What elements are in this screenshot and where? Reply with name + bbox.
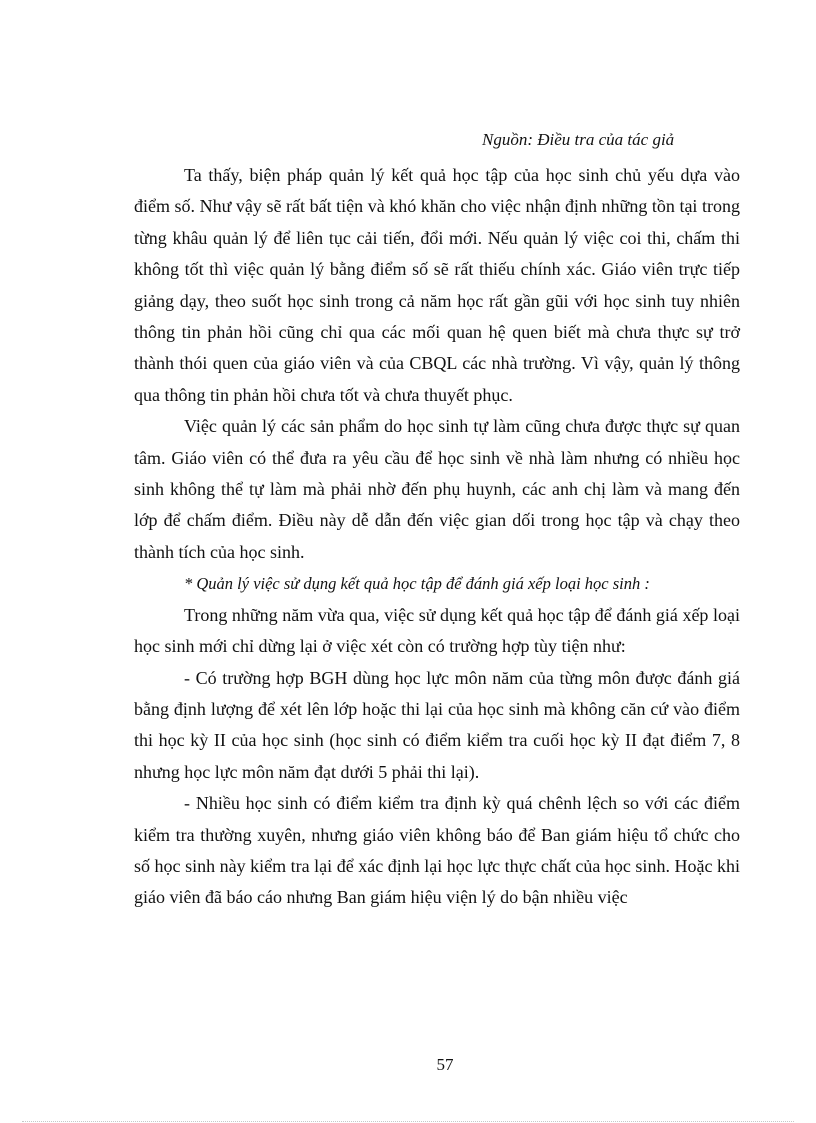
body-text	[134, 160, 740, 914]
paragraph: Trong những năm vừa qua, việc sử dụng kết quả học tập để đánh giá xếp loại học sinh mới chỉ dừng lại ở việc xét còn có trường hợp tùy tiện như:	[134, 604, 740, 657]
page-number: 57	[436, 1055, 454, 1074]
paragraph: Ta thấy, biện pháp quản lý kết quả học tập của học sinh chủ yếu dựa vào điểm số. Như vậy sẽ rất bất tiện và khó khăn cho việc nhận định những tồn tại trong từng khâu quản lý để liên tục cải tiến, đổi mới. Nếu quản lý việc coi thi, chấm thi không tốt thì việc quản lý bằng điểm số sẽ rất thiếu chính xác. Giáo viên trực tiếp giảng dạy, theo suốt học sinh trong cả năm học rất gần gũi với học sinh tuy nhiên thông tin phản hồi cũng chỉ qua các mối quan hệ quen biết mà chưa thực sự trở thành thói quen của giáo viên và của CBQL các nhà trường. Vì vậy, quản lý thông qua thông tin phản hồi chưa tốt và chưa thuyết phục.	[134, 165, 740, 405]
paragraph: Việc quản lý các sản phẩm do học sinh tự làm cũng chưa được thực sự quan tâm. Giáo viên có thể đưa ra yêu cầu để học sinh về nhà làm nhưng có nhiều học sinh không thể tự làm mà phải nhờ đến phụ huynh, các anh chị làm và mang đến lớp để chấm điểm. Điều này dễ dẫn đến việc gian dối trong học tập và chạy theo thành tích của học sinh.	[134, 416, 740, 562]
source-note: Nguồn: Điều tra của tác giả	[482, 130, 675, 149]
section-heading: * Quản lý việc sử dụng kết quả học tập để đánh giá xếp loại học sinh :	[184, 574, 650, 594]
paragraph: - Nhiều học sinh có điểm kiểm tra định kỳ quá chênh lệch so với các điểm kiểm tra thường xuyên, nhưng giáo viên không báo để Ban giám hiệu tổ chức cho số học sinh này kiểm tra lại để xác định lại học lực thực chất của học sinh. Hoặc khi giáo viên đã báo cáo nhưng Ban giám hiệu viện lý do bận nhiều việc	[134, 793, 740, 908]
paragraph: - Có trường hợp BGH dùng học lực môn năm của từng môn được đánh giá bằng định lượng để xét lên lớp hoặc thi lại của học sinh mà không căn cứ vào điểm thi học kỳ II của học sinh (học sinh có điểm kiểm tra cuối học kỳ II đạt điểm 7, 8 nhưng học lực môn năm đạt dưới 5 phải thi lại).	[134, 667, 740, 782]
footer-divider	[22, 1121, 794, 1122]
